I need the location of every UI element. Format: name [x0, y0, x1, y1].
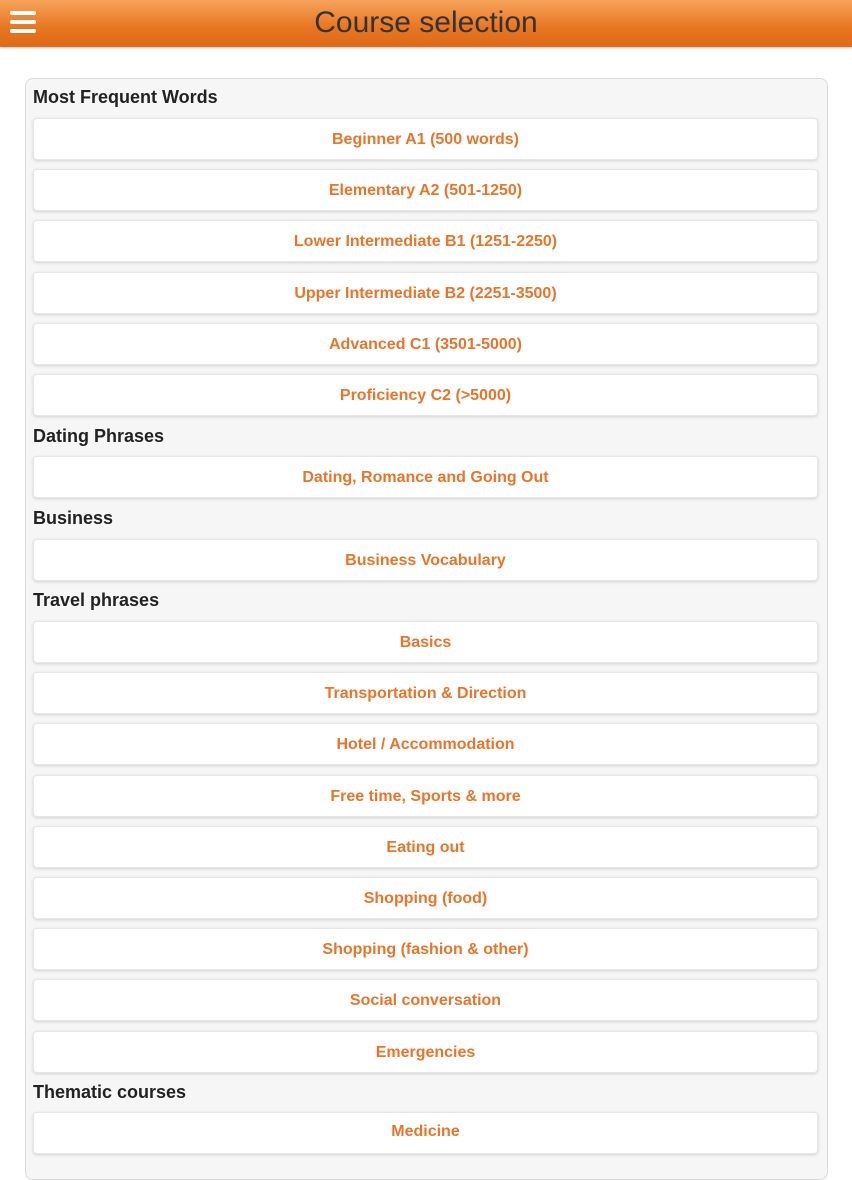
course-button-dating[interactable]: Dating, Romance and Going Out — [33, 456, 818, 498]
course-button-upper-intermediate-b2[interactable]: Upper Intermediate B2 (2251-3500) — [33, 272, 818, 314]
course-button-shopping-food[interactable]: Shopping (food) — [33, 877, 818, 919]
app-header — [0, 0, 852, 47]
course-button-basics[interactable]: Basics — [33, 621, 818, 663]
section-title-dating: Dating Phrases — [33, 426, 165, 446]
section-title-thematic: Thematic courses — [33, 1082, 187, 1102]
section-title-most-frequent: Most Frequent Words — [33, 87, 218, 107]
course-button-lower-intermediate-b1[interactable]: Lower Intermediate B1 (1251-2250) — [33, 220, 818, 262]
course-button-medicine[interactable]: Medicine — [33, 1112, 818, 1154]
course-button-advanced-c1[interactable]: Advanced C1 (3501-5000) — [33, 323, 818, 365]
course-button-business-vocabulary[interactable]: Business Vocabulary — [33, 539, 818, 581]
course-button-elementary-a2[interactable]: Elementary A2 (501-1250) — [33, 169, 818, 211]
course-button-free-time[interactable]: Free time, Sports & more — [33, 775, 818, 817]
course-button-hotel[interactable]: Hotel / Accommodation — [33, 723, 818, 765]
course-button-emergencies[interactable]: Emergencies — [33, 1031, 818, 1073]
section-title-travel: Travel phrases — [33, 590, 160, 610]
course-button-shopping-fashion[interactable]: Shopping (fashion & other) — [33, 928, 818, 970]
section-title-business: Business — [33, 508, 114, 528]
course-button-transportation[interactable]: Transportation & Direction — [33, 672, 818, 714]
course-button-social-conversation[interactable]: Social conversation — [33, 979, 818, 1021]
course-button-proficiency-c2[interactable]: Proficiency C2 (>5000) — [33, 374, 818, 416]
course-button-beginner-a1[interactable]: Beginner A1 (500 words) — [33, 118, 818, 160]
course-button-eating-out[interactable]: Eating out — [33, 826, 818, 868]
page-title: Course selection — [314, 6, 538, 39]
